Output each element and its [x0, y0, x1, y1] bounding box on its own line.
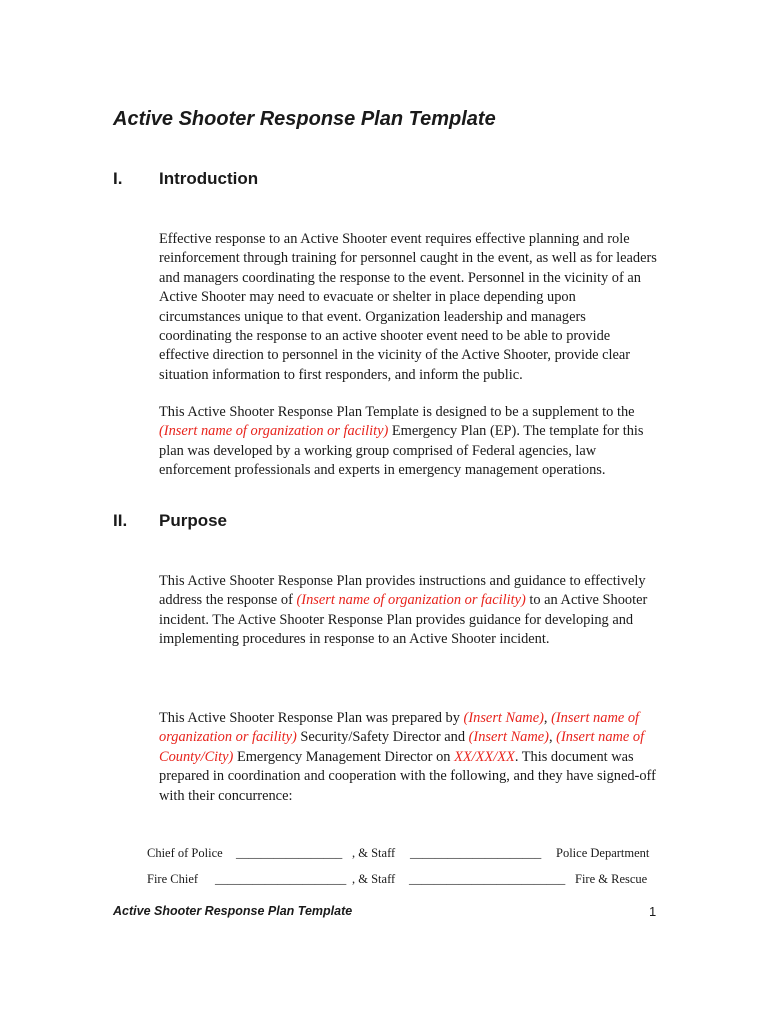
- introduction-paragraph-1: [159, 230, 659, 385]
- signoff-name-blank: _____________________: [215, 872, 347, 886]
- introduction-paragraph-2: [159, 403, 659, 481]
- paragraph-text: This Active Shooter Response Plan was prepared by: [159, 710, 464, 726]
- section-title: Purpose: [159, 511, 228, 530]
- section-heading-introduction: [113, 169, 258, 189]
- paragraph-text: Emergency Management Director on: [233, 748, 455, 765]
- paragraph-text: This Active Shooter Response Plan provides instructions and guidance to effectively address the response of: [159, 573, 646, 609]
- signoff-org: Police Department: [556, 846, 650, 860]
- signoff-staff: , & Staff: [352, 872, 396, 886]
- paragraph-text: This Active Shooter Response Plan Template is designed to be a supplement to the: [159, 404, 635, 420]
- placeholder-organization: (Insert name of organization or facility): [159, 710, 640, 746]
- section-title: Introduction: [159, 169, 259, 188]
- signoff-org-blank: _________________________: [409, 872, 566, 886]
- purpose-paragraph-2: [159, 709, 659, 806]
- section-number: II.: [113, 511, 128, 530]
- page-number: 1: [649, 904, 657, 919]
- placeholder-name: (Insert Name): [463, 710, 544, 726]
- placeholder-date: XX/XX/XX: [454, 748, 515, 765]
- placeholder-organization: (Insert name of organization or facility): [159, 423, 389, 440]
- paragraph-text: ,: [543, 710, 552, 726]
- purpose-paragraph-1: [159, 572, 659, 650]
- signoff-role: Fire Chief: [147, 872, 199, 886]
- paragraph-text: Effective response to an Active Shooter event requires effective planning and role reinforcement through training for personnel caught in the event, as well as for leaders and managers coordinating the response to the event. Personnel in the vicinity of an Active Shooter may need to evacuate or shelter in place depending upon circumstances unique to that event. Organization leadership and managers coordinating the response to an active shooter event need to be able to provide effective direction to personnel in the vicinity of the Active Shooter, provide clear situation information to first responders, and inform the public.: [159, 231, 657, 383]
- placeholder-organization: (Insert name of organization or facility): [296, 592, 526, 609]
- signoff-role: Chief of Police: [147, 846, 223, 860]
- signoff-staff: , & Staff: [352, 846, 396, 860]
- paragraph-text: to an Active Shooter incident. The Active Shooter Response Plan provides guidance for developing and implementing procedures in response to an Active Shooter incident.: [159, 592, 648, 648]
- footer-title: Active Shooter Response Plan Template: [113, 904, 353, 918]
- paragraph-text: Emergency Plan (EP). The template for this plan was developed by a working group comprised of Federal agencies, law enforcement professionals and experts in emergency management operations.: [159, 423, 644, 479]
- signoff-org-blank: _____________________: [410, 846, 542, 860]
- placeholder-name: (Insert Name): [468, 729, 549, 746]
- document-title: Active Shooter Response Plan Template: [113, 108, 496, 130]
- signoff-org: Fire & Rescue: [575, 872, 648, 886]
- section-heading-purpose: [113, 511, 227, 531]
- paragraph-text: ,: [548, 729, 557, 746]
- signoff-name-blank: _________________: [236, 846, 343, 860]
- section-number: I.: [113, 169, 123, 188]
- placeholder-county-city: (Insert name of County/City): [159, 729, 645, 765]
- paragraph-text: Security/Safety Director and: [296, 729, 469, 746]
- paragraph-text: . This document was prepared in coordination and cooperation with the following, and they have signed-off with their concurrence:: [159, 748, 656, 804]
